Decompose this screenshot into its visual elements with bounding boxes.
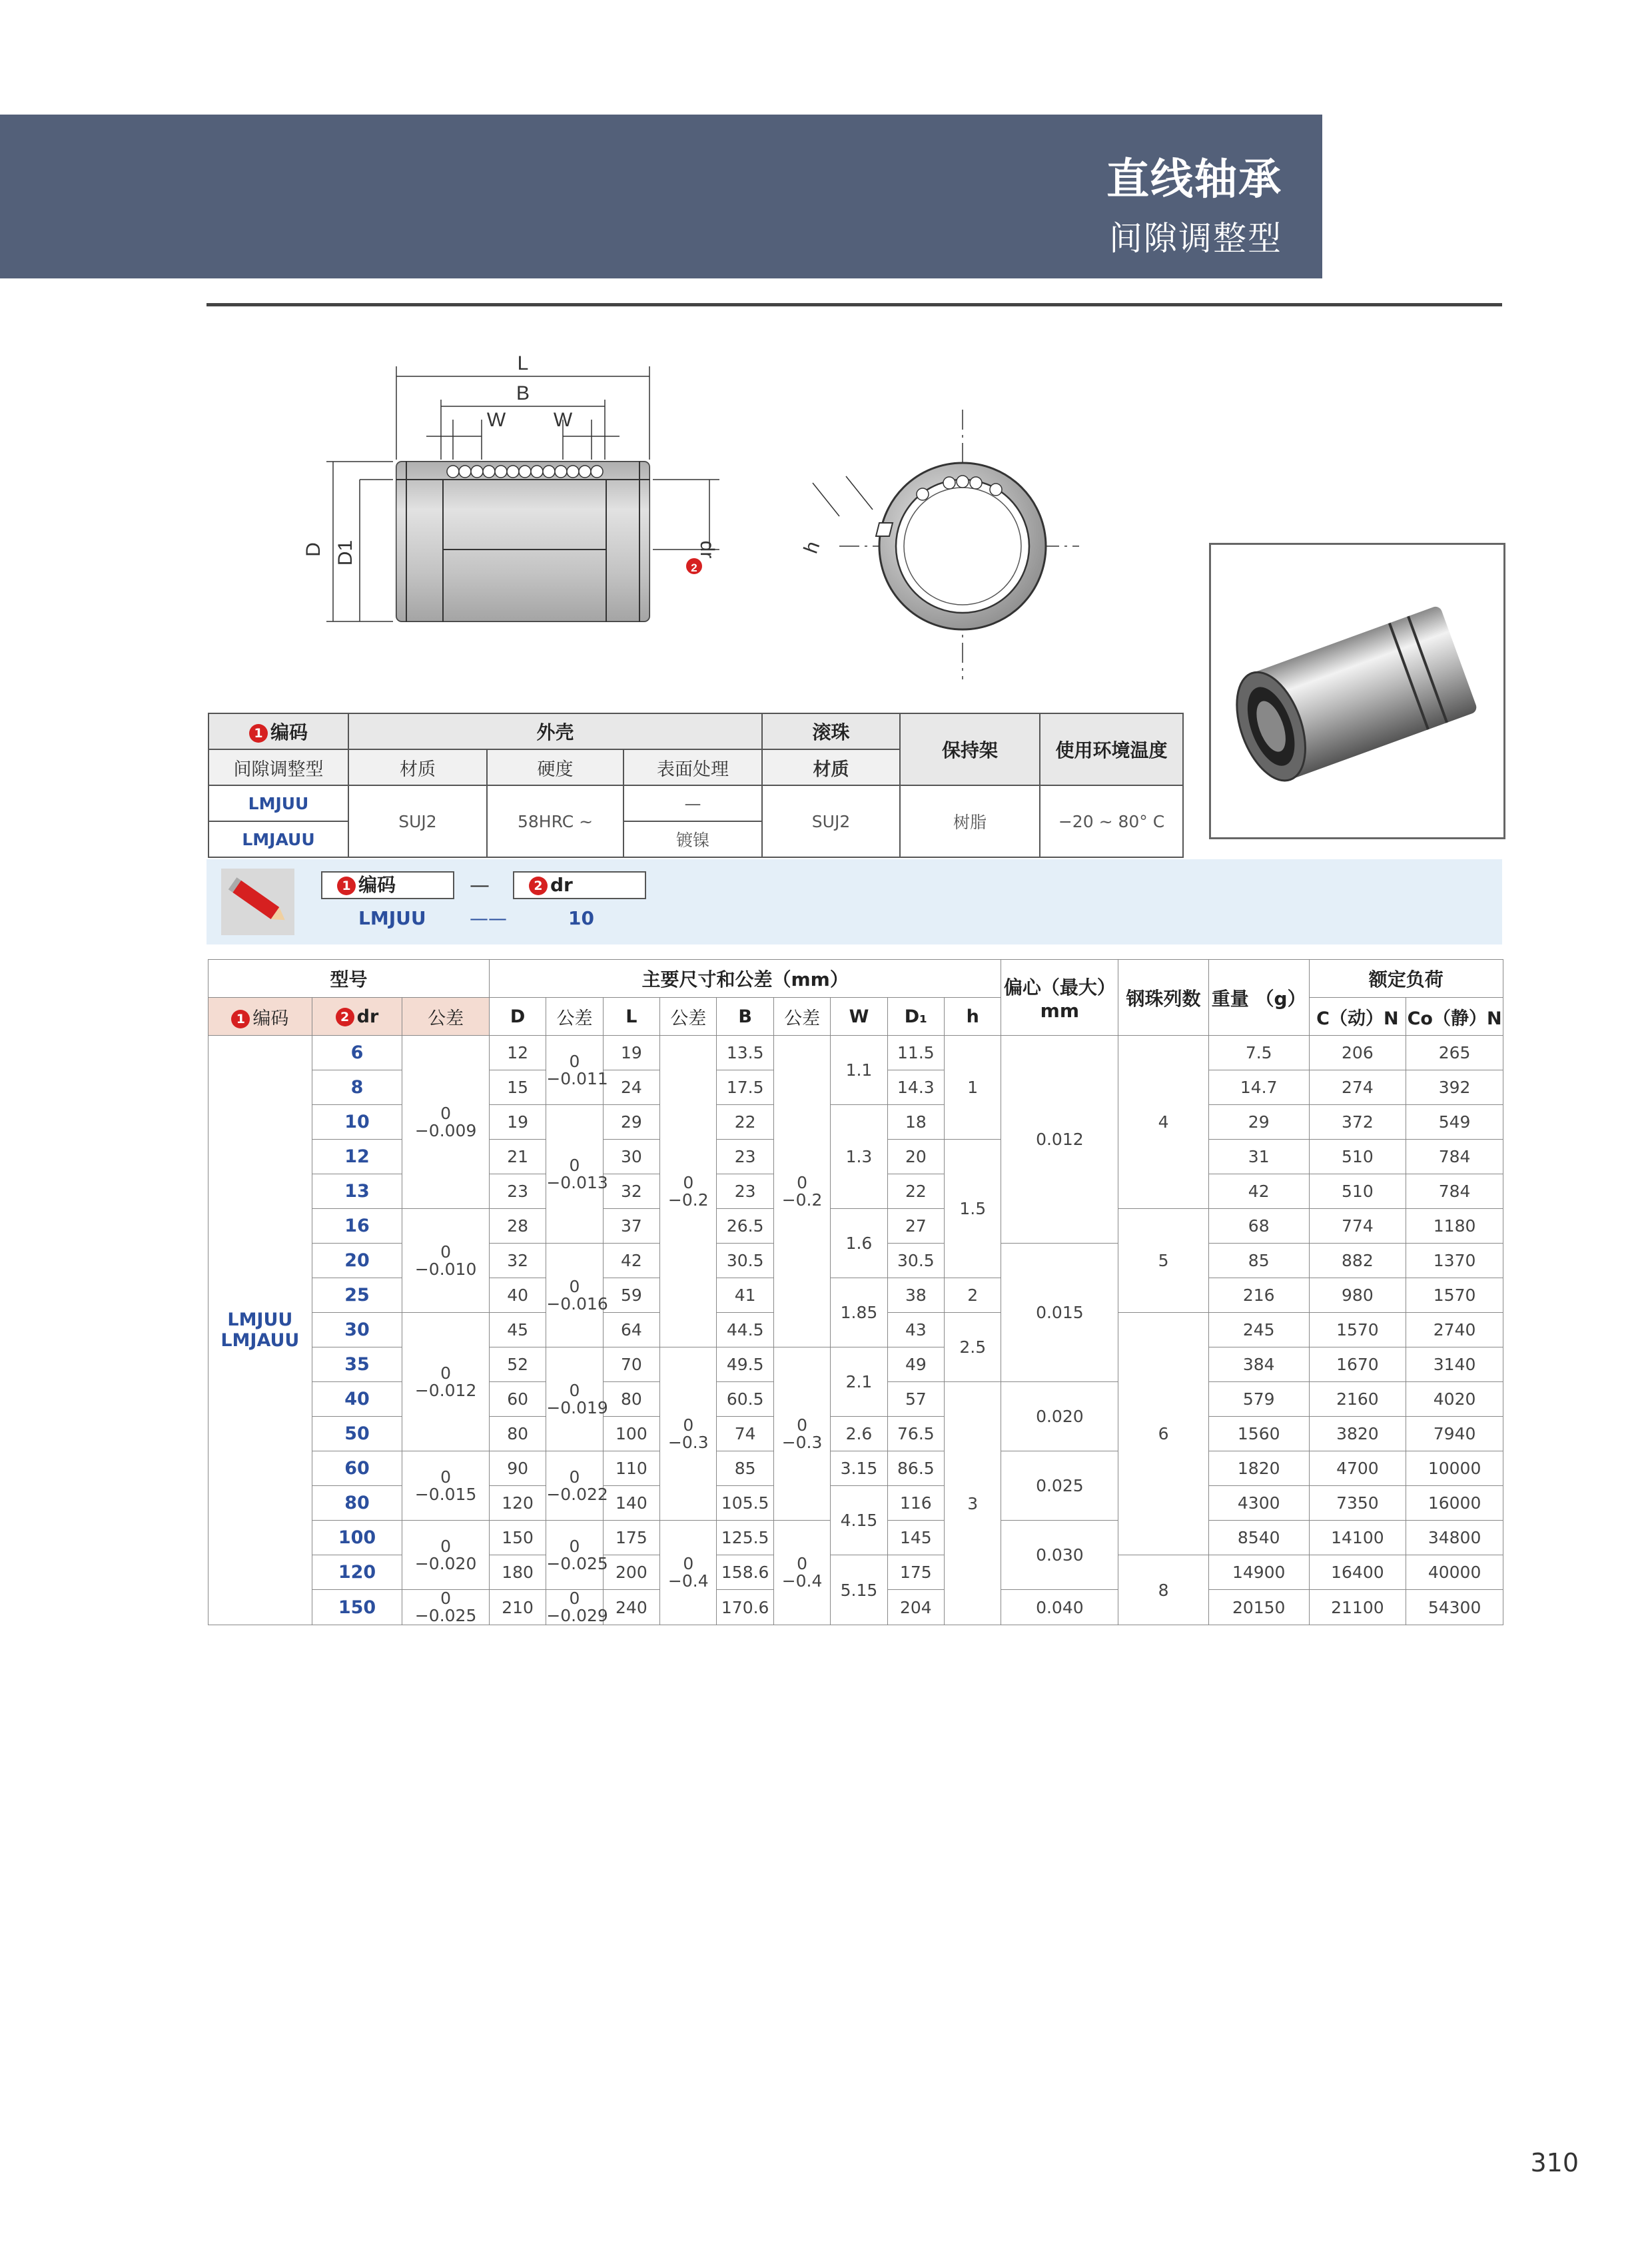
h-dr: 2 dr bbox=[312, 998, 402, 1036]
weight-cell: 14900 bbox=[1208, 1555, 1309, 1590]
h-D: D bbox=[489, 998, 546, 1036]
B-cell: 23 bbox=[717, 1174, 773, 1209]
tol-dr-cell: 0 −0.009 bbox=[402, 1036, 490, 1209]
B-cell: 30.5 bbox=[717, 1244, 773, 1278]
dr-cell: 16 bbox=[312, 1209, 402, 1244]
spec-code-2: LMJAUU bbox=[208, 821, 348, 857]
C-cell: 510 bbox=[1309, 1174, 1406, 1209]
weight-cell: 7.5 bbox=[1208, 1036, 1309, 1070]
D1-cell: 18 bbox=[887, 1105, 944, 1140]
ecc-cell: 0.012 bbox=[1001, 1036, 1118, 1244]
W-cell: 1.6 bbox=[831, 1209, 887, 1278]
tol-dr-cell: 0 −0.020 bbox=[402, 1521, 490, 1590]
D-cell: 12 bbox=[489, 1036, 546, 1070]
spec-s-type: 间隙调整型 bbox=[208, 749, 348, 785]
D1-cell: 20 bbox=[887, 1140, 944, 1174]
rows-cell: 6 bbox=[1118, 1313, 1209, 1555]
D-cell: 52 bbox=[489, 1347, 546, 1382]
D-cell: 45 bbox=[489, 1313, 546, 1347]
B-cell: 125.5 bbox=[717, 1521, 773, 1555]
B-cell: 158.6 bbox=[717, 1555, 773, 1590]
B-cell: 44.5 bbox=[717, 1313, 773, 1347]
L-cell: 100 bbox=[603, 1417, 659, 1451]
spec-h-cage: 保持架 bbox=[900, 713, 1040, 785]
pencil-icon bbox=[218, 866, 297, 938]
B-cell: 13.5 bbox=[717, 1036, 773, 1070]
spec-temp: −20 ~ 80° C bbox=[1040, 785, 1183, 857]
h-h: h bbox=[945, 998, 1001, 1036]
dim-L: L bbox=[517, 352, 529, 374]
weight-cell: 384 bbox=[1208, 1347, 1309, 1382]
tol-L-cell: 0 −0.2 bbox=[660, 1036, 717, 1347]
weight-cell: 85 bbox=[1208, 1244, 1309, 1278]
D-cell: 28 bbox=[489, 1209, 546, 1244]
B-cell: 26.5 bbox=[717, 1209, 773, 1244]
W-cell: 4.15 bbox=[831, 1486, 887, 1555]
weight-cell: 31 bbox=[1208, 1140, 1309, 1174]
table-body bbox=[208, 1036, 1503, 1625]
dr-cell: 13 bbox=[312, 1174, 402, 1209]
C-cell: 1670 bbox=[1309, 1347, 1406, 1382]
weight-cell: 1560 bbox=[1208, 1417, 1309, 1451]
D1-cell: 204 bbox=[887, 1590, 944, 1625]
h-cell: 2.5 bbox=[945, 1313, 1001, 1382]
Co-cell: 1570 bbox=[1406, 1278, 1503, 1313]
rows-cell: 8 bbox=[1118, 1555, 1209, 1625]
L-cell: 42 bbox=[603, 1244, 659, 1278]
Co-cell: 1370 bbox=[1406, 1244, 1503, 1278]
spec-h-ball: 滚珠 bbox=[762, 713, 900, 749]
B-cell: 23 bbox=[717, 1140, 773, 1174]
L-cell: 30 bbox=[603, 1140, 659, 1174]
page-subtitle: 间隙调整型 bbox=[1109, 219, 1282, 258]
Co-cell: 54300 bbox=[1406, 1590, 1503, 1625]
tol-B-cell: 0 −0.2 bbox=[773, 1036, 830, 1347]
Co-cell: 549 bbox=[1406, 1105, 1503, 1140]
h-load: 额定负荷 bbox=[1309, 960, 1503, 998]
tol-dr-cell: 0 −0.015 bbox=[402, 1451, 490, 1521]
C-cell: 510 bbox=[1309, 1140, 1406, 1174]
dr-cell: 80 bbox=[312, 1486, 402, 1521]
Co-cell: 784 bbox=[1406, 1174, 1503, 1209]
dr-cell: 25 bbox=[312, 1278, 402, 1313]
L-cell: 32 bbox=[603, 1174, 659, 1209]
C-cell: 1570 bbox=[1309, 1313, 1406, 1347]
C-cell: 274 bbox=[1309, 1070, 1406, 1105]
D1-cell: 116 bbox=[887, 1486, 944, 1521]
dim-W-left: W bbox=[486, 409, 506, 431]
D1-cell: 145 bbox=[887, 1521, 944, 1555]
D1-cell: 76.5 bbox=[887, 1417, 944, 1451]
tol-dr-cell: 0 −0.025 bbox=[402, 1590, 490, 1625]
dr-cell: 40 bbox=[312, 1382, 402, 1417]
ecc-cell: 0.040 bbox=[1001, 1590, 1118, 1625]
Co-cell: 392 bbox=[1406, 1070, 1503, 1105]
h-B: B bbox=[717, 998, 773, 1036]
dr-cell: 100 bbox=[312, 1521, 402, 1555]
h-main-dims: 主要尺寸和公差（mm） bbox=[489, 960, 1001, 998]
D-cell: 19 bbox=[489, 1105, 546, 1140]
product-photo bbox=[1209, 543, 1505, 839]
D-cell: 180 bbox=[489, 1555, 546, 1590]
D1-cell: 175 bbox=[887, 1555, 944, 1590]
C-cell: 2160 bbox=[1309, 1382, 1406, 1417]
B-cell: 170.6 bbox=[717, 1590, 773, 1625]
header-banner bbox=[0, 115, 1322, 278]
dr-label-box: 2 dr bbox=[513, 871, 646, 899]
dr-cell: 12 bbox=[312, 1140, 402, 1174]
C-cell: 14100 bbox=[1309, 1521, 1406, 1555]
rows-cell: 4 bbox=[1118, 1036, 1209, 1209]
D1-cell: 43 bbox=[887, 1313, 944, 1347]
h-cell: 3 bbox=[945, 1382, 1001, 1625]
W-cell: 5.15 bbox=[831, 1555, 887, 1625]
spec-s-ball-material: 材质 bbox=[762, 749, 900, 785]
code-example bbox=[206, 859, 1502, 944]
L-cell: 59 bbox=[603, 1278, 659, 1313]
Co-cell: 1180 bbox=[1406, 1209, 1503, 1244]
D-cell: 32 bbox=[489, 1244, 546, 1278]
D1-cell: 27 bbox=[887, 1209, 944, 1244]
tol-L-cell: 0 −0.4 bbox=[660, 1521, 717, 1625]
Co-cell: 16000 bbox=[1406, 1486, 1503, 1521]
W-cell: 1.3 bbox=[831, 1105, 887, 1209]
W-cell: 1.1 bbox=[831, 1036, 887, 1105]
C-cell: 774 bbox=[1309, 1209, 1406, 1244]
tol-dr-cell: 0 −0.012 bbox=[402, 1313, 490, 1451]
table-row bbox=[208, 1451, 1503, 1486]
D-cell: 120 bbox=[489, 1486, 546, 1521]
Co-cell: 4020 bbox=[1406, 1382, 1503, 1417]
tol-D-cell: 0 −0.016 bbox=[546, 1244, 603, 1347]
B-cell: 41 bbox=[717, 1278, 773, 1313]
Co-cell: 2740 bbox=[1406, 1313, 1503, 1347]
C-cell: 7350 bbox=[1309, 1486, 1406, 1521]
dimension-table bbox=[208, 959, 1503, 1625]
svg-text:2: 2 bbox=[691, 562, 697, 574]
L-cell: 70 bbox=[603, 1347, 659, 1382]
B-cell: 74 bbox=[717, 1417, 773, 1451]
page-title: 直线轴承 bbox=[1106, 155, 1282, 204]
D-cell: 90 bbox=[489, 1451, 546, 1486]
Co-cell: 34800 bbox=[1406, 1521, 1503, 1555]
L-cell: 80 bbox=[603, 1382, 659, 1417]
spec-s-surface: 表面处理 bbox=[623, 749, 762, 785]
D1-cell: 86.5 bbox=[887, 1451, 944, 1486]
Co-cell: 10000 bbox=[1406, 1451, 1503, 1486]
D-cell: 23 bbox=[489, 1174, 546, 1209]
tol-D-cell: 0 −0.013 bbox=[546, 1105, 603, 1244]
D-cell: 60 bbox=[489, 1382, 546, 1417]
rows-cell: 5 bbox=[1118, 1209, 1209, 1313]
ecc-cell: 0.015 bbox=[1001, 1244, 1118, 1382]
h-weight: 重量 （g） bbox=[1208, 960, 1309, 1036]
L-cell: 24 bbox=[603, 1070, 659, 1105]
spec-surface-1: — bbox=[623, 785, 762, 821]
code-value: LMJUU bbox=[358, 907, 426, 929]
spec-shell-material: SUJ2 bbox=[348, 785, 487, 857]
weight-cell: 1820 bbox=[1208, 1451, 1309, 1486]
W-cell: 2.1 bbox=[831, 1347, 887, 1417]
tol-D-cell: 0 −0.019 bbox=[546, 1347, 603, 1451]
L-cell: 140 bbox=[603, 1486, 659, 1521]
W-cell: 2.6 bbox=[831, 1417, 887, 1451]
h-code: 1 编码 bbox=[208, 998, 312, 1036]
B-cell: 85 bbox=[717, 1451, 773, 1486]
bearing-drawing bbox=[293, 346, 1092, 693]
dr-cell: 150 bbox=[312, 1590, 402, 1625]
tol-D-cell: 0 −0.011 bbox=[546, 1036, 603, 1105]
h-cell: 1 bbox=[945, 1036, 1001, 1140]
spec-s-material: 材质 bbox=[348, 749, 487, 785]
Co-cell: 3140 bbox=[1406, 1347, 1503, 1382]
C-cell: 980 bbox=[1309, 1278, 1406, 1313]
h-tol-B: 公差 bbox=[773, 998, 830, 1036]
L-cell: 64 bbox=[603, 1313, 659, 1347]
ecc-cell: 0.030 bbox=[1001, 1521, 1118, 1590]
weight-cell: 579 bbox=[1208, 1382, 1309, 1417]
dim-D: D bbox=[302, 542, 324, 557]
D1-cell: 14.3 bbox=[887, 1070, 944, 1105]
h-D1: D₁ bbox=[887, 998, 944, 1036]
tol-D-cell: 0 −0.029 bbox=[546, 1589, 608, 1625]
D-cell: 210 bbox=[489, 1590, 546, 1625]
D1-cell: 57 bbox=[887, 1382, 944, 1417]
B-cell: 60.5 bbox=[717, 1382, 773, 1417]
weight-cell: 14.7 bbox=[1208, 1070, 1309, 1105]
dr-cell: 8 bbox=[312, 1070, 402, 1105]
spec-h-code: 1 编码 bbox=[208, 713, 348, 749]
weight-cell: 4300 bbox=[1208, 1486, 1309, 1521]
spec-code-1: LMJUU bbox=[208, 785, 348, 821]
dim-D1: D1 bbox=[334, 540, 356, 566]
code-label-box: 1 编码 bbox=[321, 871, 454, 899]
C-cell: 882 bbox=[1309, 1244, 1406, 1278]
spec-cage: 树脂 bbox=[900, 785, 1040, 857]
B-cell: 105.5 bbox=[717, 1486, 773, 1521]
D-cell: 15 bbox=[489, 1070, 546, 1105]
D1-cell: 49 bbox=[887, 1347, 944, 1382]
C-cell: 3820 bbox=[1309, 1417, 1406, 1451]
spec-h-shell: 外壳 bbox=[348, 713, 762, 749]
C-cell: 16400 bbox=[1309, 1555, 1406, 1590]
dim-dr: dr bbox=[696, 540, 718, 559]
spec-hardness: 58HRC ~ bbox=[487, 785, 623, 857]
W-cell: 1.85 bbox=[831, 1278, 887, 1347]
tol-B-cell: 0 −0.4 bbox=[773, 1521, 830, 1625]
divider bbox=[206, 303, 1502, 306]
h-eccentricity: 偏心（最大） mm bbox=[1001, 960, 1118, 1036]
ecc-cell: 0.025 bbox=[1001, 1451, 1118, 1521]
weight-cell: 20150 bbox=[1208, 1590, 1309, 1625]
dr-cell: 120 bbox=[312, 1555, 402, 1590]
h-tol-dr: 公差 bbox=[402, 998, 490, 1036]
C-cell: 206 bbox=[1309, 1036, 1406, 1070]
C-cell: 4700 bbox=[1309, 1451, 1406, 1486]
Co-cell: 784 bbox=[1406, 1140, 1503, 1174]
dim-h: h bbox=[799, 538, 825, 557]
tol-B-cell: 0 −0.3 bbox=[773, 1347, 830, 1521]
D1-cell: 11.5 bbox=[887, 1036, 944, 1070]
B-cell: 17.5 bbox=[717, 1070, 773, 1105]
B-cell: 22 bbox=[717, 1105, 773, 1140]
D-cell: 150 bbox=[489, 1521, 546, 1555]
W-cell: 3.15 bbox=[831, 1451, 887, 1486]
dr-cell: 30 bbox=[312, 1313, 402, 1347]
weight-cell: 68 bbox=[1208, 1209, 1309, 1244]
L-cell: 240 bbox=[603, 1590, 659, 1625]
dr-cell: 10 bbox=[312, 1105, 402, 1140]
C-cell: 372 bbox=[1309, 1105, 1406, 1140]
h-tol-L: 公差 bbox=[660, 998, 717, 1036]
page-number: 310 bbox=[1530, 2148, 1579, 2177]
Co-cell: 265 bbox=[1406, 1036, 1503, 1070]
h-cell: 2 bbox=[945, 1278, 1001, 1313]
D1-cell: 30.5 bbox=[887, 1244, 944, 1278]
B-cell: 49.5 bbox=[717, 1347, 773, 1382]
weight-cell: 8540 bbox=[1208, 1521, 1309, 1555]
L-cell: 110 bbox=[603, 1451, 659, 1486]
tol-D-cell: 0 −0.025 bbox=[546, 1521, 603, 1590]
h-model: 型号 bbox=[208, 960, 490, 998]
code-dash: — bbox=[470, 874, 490, 897]
Co-cell: 40000 bbox=[1406, 1555, 1503, 1590]
D1-cell: 38 bbox=[887, 1278, 944, 1313]
spec-h-temp: 使用环境温度 bbox=[1040, 713, 1183, 785]
Co-cell: 7940 bbox=[1406, 1417, 1503, 1451]
h-W: W bbox=[831, 998, 887, 1036]
h-ball-rows: 钢珠列数 bbox=[1118, 960, 1209, 1036]
D-cell: 21 bbox=[489, 1140, 546, 1174]
L-cell: 37 bbox=[603, 1209, 659, 1244]
model-cell: LMJUU LMJAUU bbox=[208, 1036, 312, 1625]
D-cell: 80 bbox=[489, 1417, 546, 1451]
dr-cell: 20 bbox=[312, 1244, 402, 1278]
spec-surface-2: 镀镍 bbox=[623, 821, 762, 857]
L-cell: 200 bbox=[603, 1555, 659, 1590]
value-dash: —— bbox=[470, 907, 507, 929]
ecc-cell: 0.020 bbox=[1001, 1382, 1118, 1451]
h-C: C（动）N bbox=[1309, 998, 1406, 1036]
weight-cell: 245 bbox=[1208, 1313, 1309, 1347]
h-L: L bbox=[603, 998, 659, 1036]
L-cell: 29 bbox=[603, 1105, 659, 1140]
dr-value: 10 bbox=[568, 907, 594, 929]
D1-cell: 22 bbox=[887, 1174, 944, 1209]
weight-cell: 29 bbox=[1208, 1105, 1309, 1140]
C-cell: 21100 bbox=[1309, 1590, 1406, 1625]
dim-W-right: W bbox=[553, 409, 573, 431]
spec-s-hardness: 硬度 bbox=[487, 749, 623, 785]
table-row bbox=[208, 1209, 1503, 1244]
dr-cell: 6 bbox=[312, 1036, 402, 1070]
D-cell: 40 bbox=[489, 1278, 546, 1313]
dr-cell: 35 bbox=[312, 1347, 402, 1382]
h-tol-D: 公差 bbox=[546, 998, 603, 1036]
tol-L-cell: 0 −0.3 bbox=[660, 1347, 717, 1521]
tol-dr-cell: 0 −0.010 bbox=[402, 1209, 490, 1313]
weight-cell: 42 bbox=[1208, 1174, 1309, 1209]
L-cell: 19 bbox=[603, 1036, 659, 1070]
h-cell: 1.5 bbox=[945, 1140, 1001, 1278]
weight-cell: 216 bbox=[1208, 1278, 1309, 1313]
spec-ball-material: SUJ2 bbox=[762, 785, 900, 857]
dr-cell: 50 bbox=[312, 1417, 402, 1451]
L-cell: 175 bbox=[603, 1521, 659, 1555]
spec-table bbox=[208, 713, 1184, 858]
h-Co: Co（静）N bbox=[1406, 998, 1503, 1036]
dim-B: B bbox=[516, 382, 530, 404]
tol-D-cell: 0 −0.022 bbox=[546, 1451, 603, 1521]
table-row bbox=[208, 1036, 1503, 1070]
dr-cell: 60 bbox=[312, 1451, 402, 1486]
